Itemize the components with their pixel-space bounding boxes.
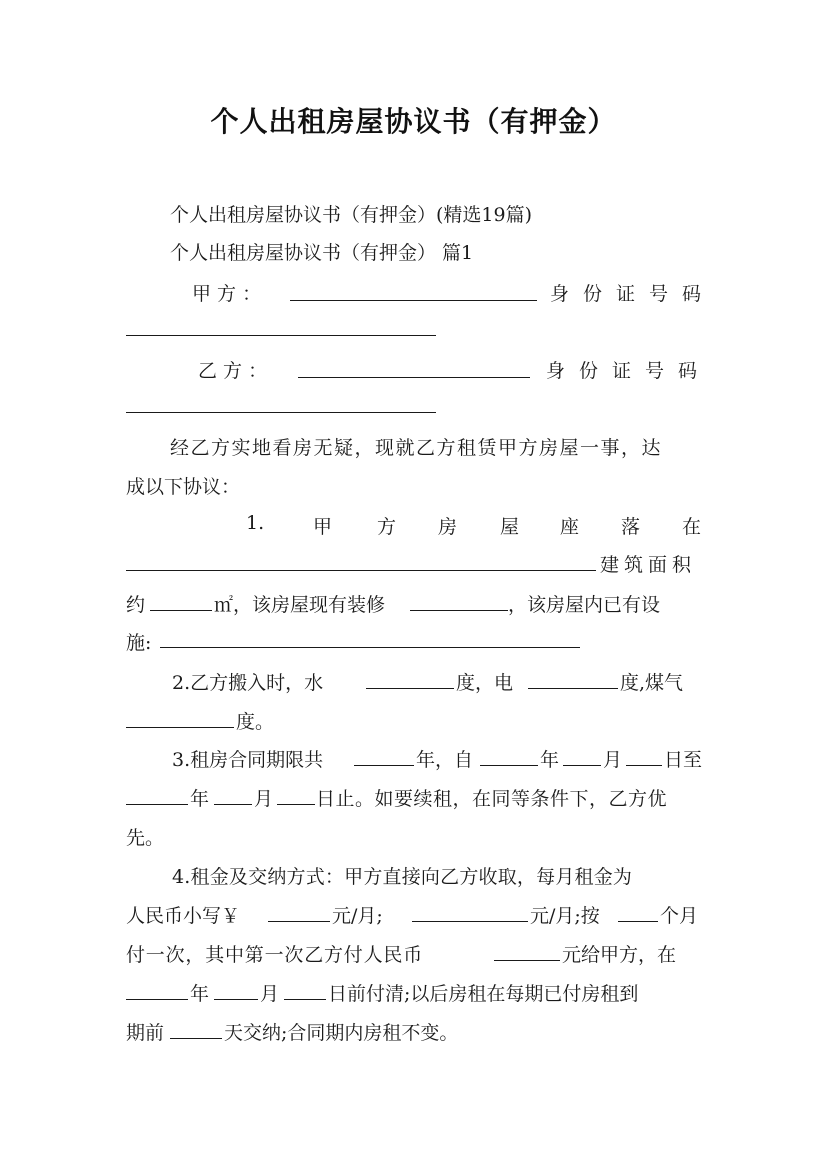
pay-month-blank bbox=[214, 999, 258, 1000]
intro-line-2: 成以下协议： bbox=[126, 476, 241, 498]
clause4-line2-c: 元/月;按 bbox=[530, 905, 600, 927]
clause4-line5-b: 天交纳;合同期内房租不变。 bbox=[224, 1022, 459, 1044]
start-year-blank bbox=[480, 765, 538, 766]
rent-upper-blank bbox=[412, 921, 528, 922]
clause4-line2-a: 人民币小写￥ bbox=[126, 905, 241, 927]
clause1-word: 房 bbox=[438, 516, 458, 538]
facilities-prefix: ，该房屋内已有设 bbox=[508, 594, 661, 616]
party-a-label: 甲 方 ： bbox=[192, 283, 262, 305]
first-payment-blank bbox=[494, 960, 560, 961]
area-label: 建筑面积 bbox=[600, 554, 697, 576]
clause1-number: 1. bbox=[246, 512, 265, 534]
clause3-month2: 月 bbox=[254, 788, 274, 810]
clause4-line4-a: 年 bbox=[190, 983, 210, 1005]
end-month-blank bbox=[214, 804, 252, 805]
rent-lower-blank bbox=[268, 921, 330, 922]
facilities-blank bbox=[160, 647, 580, 648]
gas-blank bbox=[126, 727, 234, 728]
clause2-prefix: 2.乙方搬入时，水 bbox=[172, 672, 324, 694]
clause4-line1: 4.租金及交纳方式：甲方直接向乙方收取，每月租金为 bbox=[172, 866, 633, 888]
address-blank bbox=[126, 570, 596, 571]
clause3-month1: 月 bbox=[603, 749, 623, 771]
party-b-id-blank bbox=[126, 412, 436, 413]
clause3-day-to: 日至 bbox=[664, 749, 703, 771]
clause1-word: 屋 bbox=[500, 516, 520, 538]
clause4-line2-b: 元/月; bbox=[332, 905, 383, 927]
clause1-word: 座 bbox=[560, 516, 580, 538]
decoration-blank bbox=[410, 610, 508, 611]
clause3-year2: 年 bbox=[190, 788, 210, 810]
clause3-last: 先。 bbox=[126, 827, 165, 849]
days-blank bbox=[170, 1038, 222, 1039]
section-heading: 个人出租房屋协议书（有押金） 篇1 bbox=[170, 242, 474, 264]
clause4-line5-a: 期前 bbox=[126, 1022, 165, 1044]
clause3-prefix: 3.租房合同期限共 bbox=[172, 749, 324, 771]
end-day-blank bbox=[277, 804, 315, 805]
document-title: 个人出租房屋协议书（有押金） bbox=[210, 105, 617, 138]
clause4-line4-c: 日前付清;以后房租在每期已付房租到 bbox=[328, 983, 639, 1005]
area-blank bbox=[150, 610, 212, 611]
end-year-blank bbox=[126, 804, 188, 805]
clause3-year1: 年 bbox=[540, 749, 560, 771]
clause1-word: 甲 bbox=[313, 516, 333, 538]
months-blank bbox=[618, 921, 658, 922]
party-a-id-label: 身份证号码 bbox=[550, 283, 716, 305]
clause1-word: 在 bbox=[682, 516, 702, 538]
clause4-line3-b: 元给甲方，在 bbox=[562, 944, 677, 966]
clause3-tail: 日止。如要续租，在同等条件下，乙方优 bbox=[316, 788, 668, 810]
clause1-word: 方 bbox=[377, 516, 397, 538]
water-blank bbox=[366, 688, 454, 689]
party-b-name-blank bbox=[298, 377, 530, 378]
pay-year-blank bbox=[126, 999, 188, 1000]
pay-day-blank bbox=[284, 999, 326, 1000]
clause4-line3-a: 付一次，其中第一次乙方付人民币 bbox=[126, 944, 424, 966]
clause4-line2-d: 个月 bbox=[660, 905, 699, 927]
clause4-line4-b: 月 bbox=[260, 983, 280, 1005]
party-a-id-blank bbox=[126, 335, 436, 336]
clause3-year-from: 年，自 bbox=[416, 749, 474, 771]
about-label: 约 bbox=[126, 594, 146, 616]
party-b-label: 乙 方 ： bbox=[198, 360, 268, 382]
intro-line-1: 经乙方实地看房无疑，现就乙方租赁甲方房屋一事，达 bbox=[170, 437, 663, 459]
party-a-name-blank bbox=[290, 300, 537, 301]
clause2-degree1: 度，电 bbox=[456, 672, 514, 694]
facilities-label: 施: bbox=[126, 632, 152, 654]
start-day-blank bbox=[626, 765, 662, 766]
party-b-id-label: 身份证号码 bbox=[546, 360, 712, 382]
decoration-label: ㎡，该房屋现有装修 bbox=[214, 594, 386, 616]
document-subtitle: 个人出租房屋协议书（有押金）(精选19篇) bbox=[170, 204, 533, 226]
start-month-blank bbox=[563, 765, 601, 766]
clause1-word: 落 bbox=[621, 516, 641, 538]
clause2-degree2: 度,煤气 bbox=[620, 672, 684, 694]
term-blank bbox=[354, 765, 414, 766]
clause2-degree3: 度。 bbox=[236, 711, 275, 733]
electricity-blank bbox=[528, 688, 618, 689]
